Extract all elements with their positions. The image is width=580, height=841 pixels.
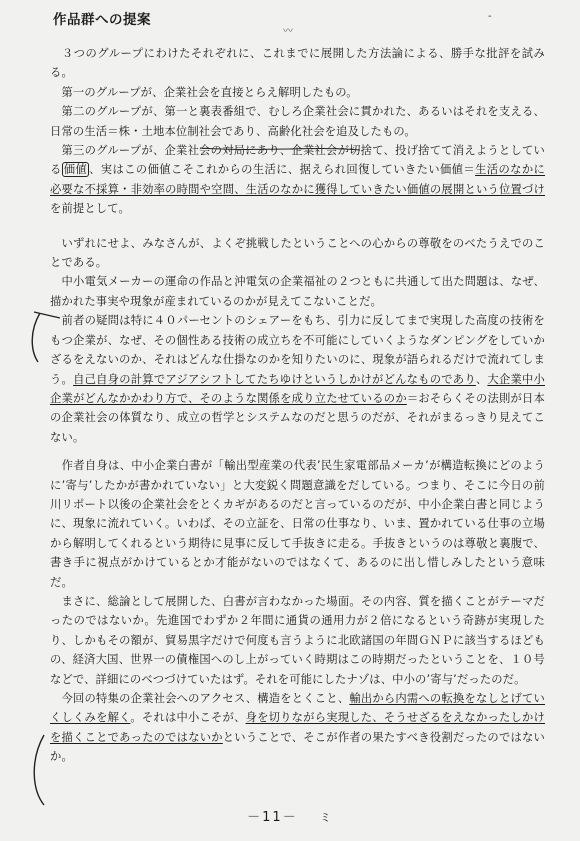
handwritten-mark: ミ [319, 811, 333, 824]
scan-speck: - [488, 11, 492, 22]
paragraph-10 [50, 689, 545, 767]
paragraph-9: まさに、総論として展開した、白書が言わなかった場面。その内容、質を描くことがテーマだったのではないか。先進国でわずか２年間に通貨の通用力が２倍になるという奇跡が実現したり、しかもその額が、貿易黒字だけで何度も言うように北欧諸国の年間ＧＮＰに該当するほどもの、経済大国、世界一の債権国へのし上がっていく時期はこの時期だったということを、１０号などで、詳細にのべつづけていたはず。それを可能にしたナゾは、中小の’寄与’だったのだ。 [50, 594, 545, 686]
underlined-phrase: 輸出から内需への転換をなしとげていくしくみを解く [50, 692, 545, 725]
page-title: 作品群への提案 [53, 12, 151, 28]
paragraph-10-text: 今回の特集の企業社会へのアクセス、構造をとくこと、輸出から内需への転換をなしとげていくしくみを解く。それは中小こそが、身を切りながら実現した、そうせざるをえなかったしかけを描くことであったのではないかということで、そこが作者の果たすべき役割だったのではないか。 [50, 692, 545, 764]
paragraph-1: ３つのグループにわけたそれぞれに、これまでに展開した方法論による、勝手な批評を試みる。 [50, 47, 545, 80]
paragraph-3: 第二のグループが、第一と裏表番組で、むしろ企業社会に貫かれた、あるいはそれを支える、日常の生活＝株・土地本位制社会であり、高齢化社会を追及したもの。 [50, 105, 545, 138]
underlined-phrase: 大企業中小企業がどんなかかわり方で、そのような関係を成り立たせているのか [50, 372, 545, 405]
paragraph-4 [50, 141, 545, 219]
page-number [0, 806, 580, 825]
underlined-phrase: 生活のなかに必要な不採算・非効率の時間や空間、生活のなかに獲得していきたい価値の展開という位置づけ [50, 163, 545, 196]
paragraph-6: 中小電気メーカーの運命の作品と沖電気の企業福祉の２つともに共通して出た問題は、なぜ、描かれた事実や現象が産まれているのかが見えてこないことだ。 [50, 275, 545, 308]
underlined-phrase: 自己自身の計算でアジアシフトしてたちゆけというしかけがどんなものであり [73, 372, 476, 386]
boxed-word: 価値 [63, 163, 88, 177]
paragraph-2: 第一のグループが、企業社会を直接とらえ解明したもの。 [50, 85, 358, 99]
paragraph-4-text: 第三のグループが、企業社会の対局にあり、企業社会が切捨て、投げ捨てて消えようとしている 価値 、実はこの価値こそこれからの生活に、据えられ回復していきたい価値＝生活のなかに必要な不採算・非効率の時間や空間、生活のなかに獲得していきたい価値の展開という位置づけを前提として。 [50, 144, 545, 216]
paragraph-5: いずれにせよ、みなさんが、よくぞ挑戦したということへの心からの尊敬をのべたうえでのことである。 [50, 236, 545, 270]
underlined-phrase: 身を切りながら実現した、そうせざるをえなかったしかけを描くことであったのではないか [50, 711, 545, 744]
paragraph-7-text: 前者の疑問は特に４０パーセントのシェアーをもち、引力に反してまで実現した高度の技術をもつ企業が、なぜ、その個性ある技術の成立ちを不可能にしていくようなダンピングをしていかざるをえないのか、それはどんな仕掛なのかを知りたいのに、現象が語られるだけで流れてしまう。自己自身の計算でアジアシフトしてたちゆけというしかけがどんなものであり、大企業中小企業がどんなかかわり方で、そのような関係を成り立たせているのか＝おそらくその法則が日本の企業社会の体質なり、成立の哲学とシステムなのだと思うのだが、それがまるっきり見えてこない。 [50, 314, 545, 444]
body-text [50, 44, 545, 767]
page-number-text: －11－ [247, 810, 298, 825]
scan-speck: 〰 [283, 26, 293, 37]
margin-bracket-mark [32, 313, 40, 362]
margin-bracket-mark-lower [34, 735, 44, 805]
paragraph-8: 作者自身は、中小企業白書が「輸出型産業の代表’民生家電部品メーカ’が構造転換にどのように’寄与’したかが書かれていない」と大変鋭く問題意識をだしている。つまり、そこに今日の前川リポート以後の企業社会をとくカギがあるのだと言っているのだが、中小企業白書と同じように、現象に流れていく。いわば、その立証を、日常の仕事なり、いま、置かれている仕事の立場から解明してくれるという期待に見事に反して手抜きに走る。手抜きというのは尊敬と裏腹で、書き手に視点がかけているとか才能がないのではなくて、あるのに出し惜しみしたという意味だ。 [50, 459, 545, 589]
paragraph-7 [50, 311, 545, 447]
